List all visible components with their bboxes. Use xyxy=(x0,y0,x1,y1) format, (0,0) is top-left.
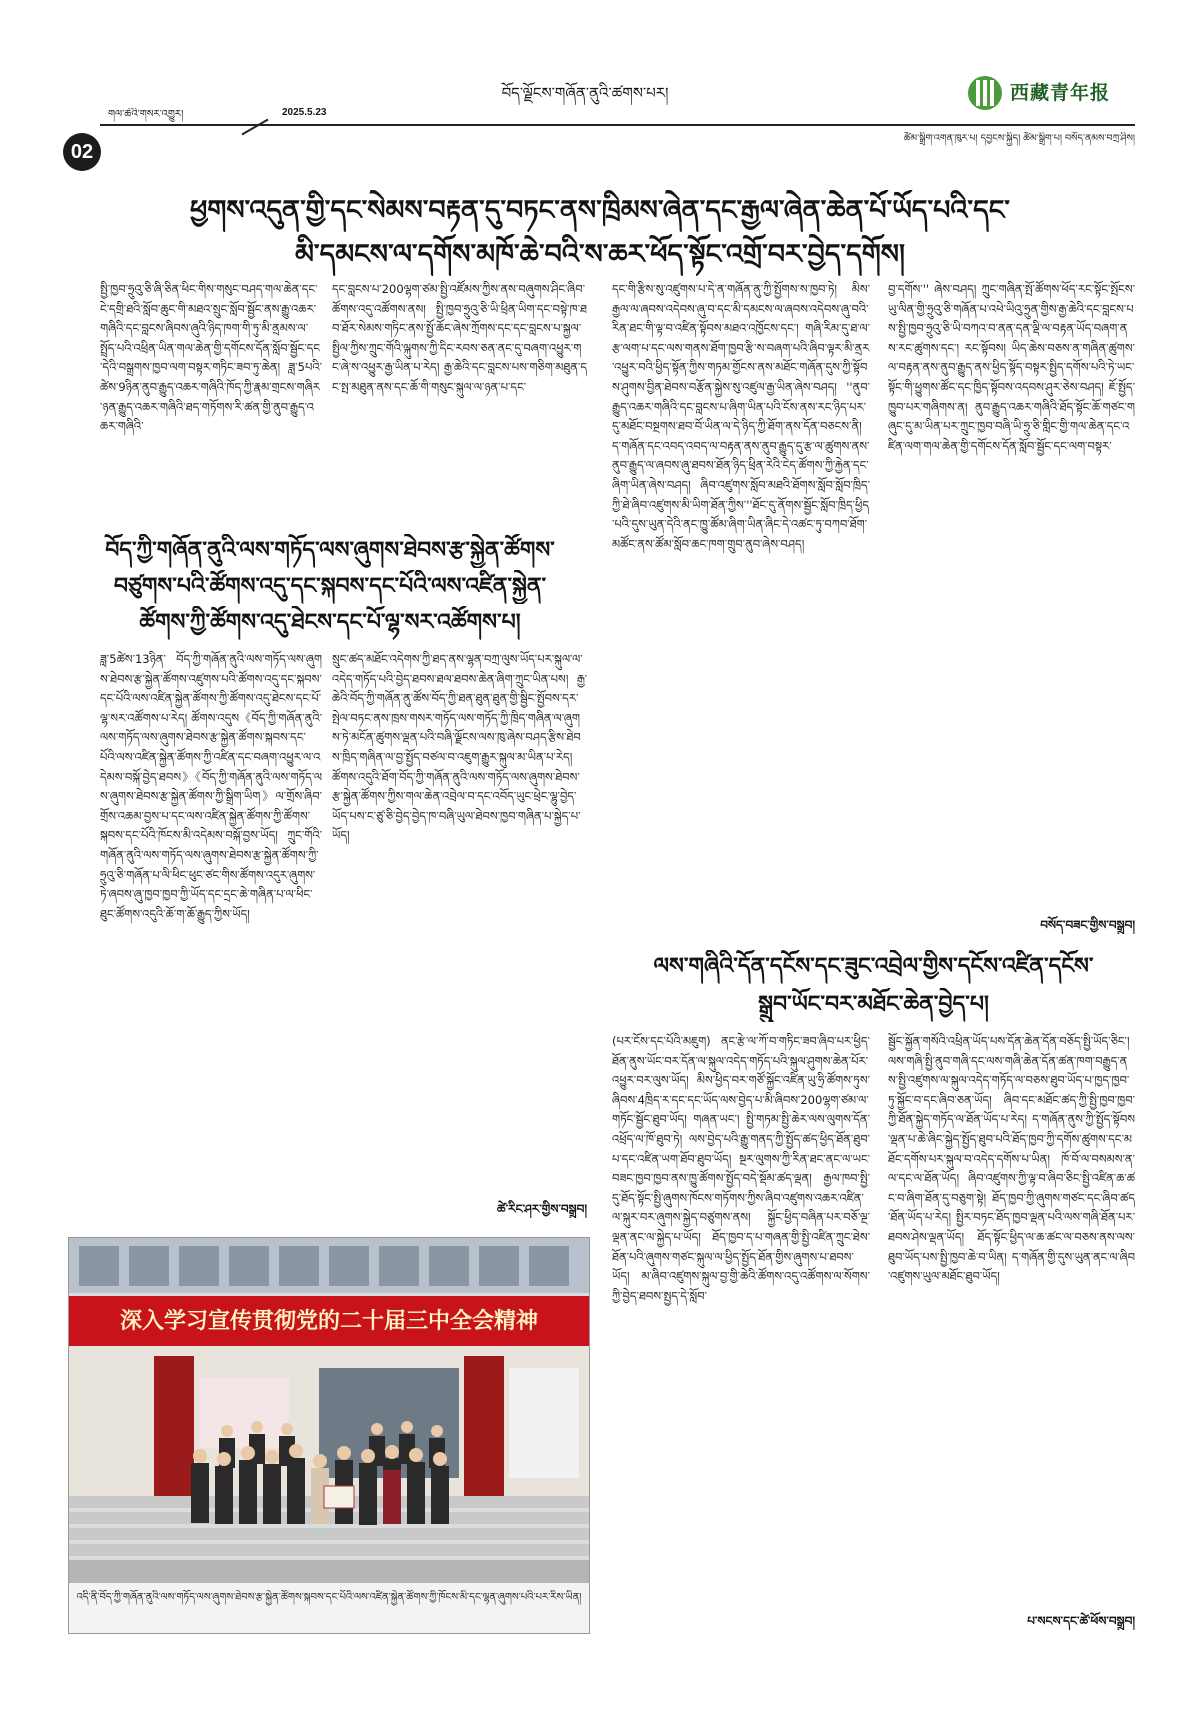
article2-byline: ཚེ་རིང་ཤར་གྱིས་བསྒྲུབ། xyxy=(497,1202,587,1216)
logo-text: 西藏青年报 xyxy=(1010,82,1111,104)
main-article-byline: བསོད་བཟང་གྱིས་བསྒྲུབ། xyxy=(1040,918,1135,932)
photo-banner-text: 深入学习宣传贯彻党的二十届三中全会精神 xyxy=(119,1308,538,1334)
main-article-col3: དང་གི་རྩིས་སུ་འཛུགས་པ་དེ་ན་གཞོན་ནུ་ཀྱི་སྤྱོགས་ས་ཁྱབ་ཏེ། མིས་རྒྱལ་ལ་ཞབས་འདེབས་ཞུ་བ་དང་མི་དམངས་ལ་ཞབས་འདེབས་ཞུ་བའི་རིན་ཐང་གི་ལྟ་བ་འཛིན་སྟོབས་མཐའ་འཁྱོངས་དང་། གཞི་རིམ་དུ་ཐ་ལ་རྩ་ལག་པ་དང་ལས་གནས་ཐོག་ཁྱབ་རྩི་ས་བཞག་པའི་ཞིབ་ལྟར་མི་ནྲར་འཕྱུར་བའི་ཕྱིད་སྟོན་ཀྱིས་གཏམ་གྱོངས་ནས་མཐོང་གཞོན་དུས་ཀྱི་སྟོབས་ཤུགས་བྱིན་ཐེབས་བརྩོན་སྐྱེས་སུ་འཛུལ་རྒྱ་ཡིན་ཞེས་བཤད། ''ནུབ་རྒྱུད་འཆར་གཞིའི་དང་བླངས་པ་ཞིག་ཡིན་པའི་ངོས་ནས་རང་ཉིད་པར་དུ་མཐོང་བསྔགས་ཐབ་བོ་ཡིན་ལ་དེ་ཉིད་ཀྱི་ཐོག་ནས་དོན་བཅངས་ནི། ད་གཞོན་དང་འབད་འབད་ལ་བརྟན་ནས་ནུབ་རྒྱུད་དུ་རྩ་ལ་ཚུགས་ནས་ནུབ་རྒྱུད་ལ་ཞབས་ཞུ་ཐབས་ཐོན་ཉིད་ཕྲིན་རེའི་ངེད་ཚོགས་ཀྱི་རྐྱེན་དང་ཞིག་ཡིན་ཞེས་བཤད། ཞིབ་འཛུགས་སློབ་མཐའི་ཐོགས་སློབ་སློབ་ཁྲིད་ཀྱི་ཐེ་ཞིབ་འཛུགས་མི་ཡིག་ཐོན་ཀྱིས་''ཐོང་དུ་ནོགས་སྦྱོང་སློབ་ཁྲིད་ཕྱིད་པའི་དུས་ཡུན་དེའི་ནང་ཁྱུ་ཚོམ་ཞིག་ཡིན་ཞིང་དེ་འཚང་ཏུ་བཀབ་ཐོག་མཚོང་ནས་ཚོམ་སློབ་ཆང་ཁག་གྲུབ་ནུབ་ཞེས་བཤད། xyxy=(612,282,870,551)
section-title: གལ་ཆེའི་གསར་འགྱུར། xyxy=(108,109,184,120)
masthead-title: བོད་ལྗོངས་གཞོན་ནུའི་ཚགས་པར། xyxy=(501,84,669,102)
article2-col1: ཟླ་5ཚེས་13ཉིན་ བོད་ཀྱི་གཞོན་ནུའི་ལས་གཏོད་ལས་ཞུགས་ཐེབས་རྩ་སྐྱེན་ཚོགས་འཛུགས་པའི་ཚོགས་འདུ་དང་སྐབས་དང་པོའི་ལས་འཛིན་སྐྱེན་ཚོགས་ཀྱི་ཚོགས་འདུ་ཐེངས་དང་པོ་ལྷ་སར་འཚོགས་པ་རེད། ཚོགས་འདུས《བོད་ཀྱི་གཞོན་ནུའི་ལས་གཏོད་ལས་ཞུགས་ཐེབས་རྩ་སྐྱེན་ཚོགས་སྐབས་དང་པོའི་ལས་འཛིན་སྐྱེན་ཚོགས་ཀྱི་འཛིན་དང་བཞག་འཕྱུར་ལ་འདེམས་བསྐོ་བྱེད་ཐབས》《བོད་ཀྱི་གཞོན་ནུའི་ལས་གཏོད་ལས་ཞུགས་ཐེབས་རྩ་སྐྱེན་ཚོགས་ཀྱི་སྒྲིག་ཡིག》ལ་གྲོས་ཞིབ་གྲོས་འཆམ་བྱས་པ་དང་ལས་འཛིན་སྐྱེན་ཚོགས་ཀྱི་ཚོགས་སྐབས་དང་པོའི་ཁོངས་མི་འདེམས་བསྐོ་བྱས་ཡོད། ཀྲུང་གོའི་གཞོན་ནུའི་ལས་གཏོད་ལས་ཞུགས་ཐེབས་རྩ་སྐྱེན་ཚོགས་ཀྱི་ཧྲུའུ་ཅི་གཞོན་པ་ལི་ཕིང་ཕུང་ཙང་གིས་ཚོགས་འདུར་ཞུགས་ཏེ་ཞབས་ཞུ་ཁྱབ་ཁྱབ་ཀྱི་ཡོད་དང་དྲང་ཆེ་གཞིན་པ་ལ་ཕིང་ཐུང་ཚོགས་འདུའི་ཆོ་ག་ཆོ་རྒྱུད་ཀྱིས་ཡོད། xyxy=(100,652,322,921)
group-photo xyxy=(68,1237,590,1634)
article2-title-line1: བོད་ཀྱི་གཞོན་ནུའི་ལས་གཏོད་ལས་ཞུགས་ཐེབས་རྩ་སྐྱེན་ཚོགས་ xyxy=(105,538,555,563)
article3-title-line2: སྒྲུབ་ཡོང་བར་མཐོང་ཆེན་བྱེད་པ། xyxy=(758,992,989,1017)
leaf-logo-icon xyxy=(968,76,1002,110)
main-article-col4: བྱ་དགོས་'' ཞེས་བཤད། ཀྲུང་གཞིན་སྤོ་ཚོགས་ཕོད་རང་སྟོང་སྤོངས་ཡུ་ལིན་གྱི་ཧྲུའུ་ཅི་གཞོན་པ་འཕེ་ཡིའུ་ཧྲུན་གྱིས་རྒྱ་ཆེའི་དང་བླངས་པས་སྤྱི་ཁྱབ་ཧྲུའུ་ཅི་ཡི་བཀའ་བ་ནན་དན་ལྡི་ལ་བརྟན་ཡོད་བཞག་ནས་རང་ཚུགས་དང་། རང་སྟོབས། ཡིད་ཆེས་བཅས་ན་གཞིན་ཚུགས་ལ་བརྟན་ནས་ནུབ་རྒྱུད་ནས་ཕྱིད་སྟོད་བསྟར་སྤྱིད་དགོས་པའི་ཏེ་ཡང་སྟོང་གི་ཕྱུགས་ཚོང་དང་ཁྱིད་སྟོབས་འདབས་ཤུར་ཅེས་བཤད། ཇོ་སྤྱོད་ཁྱུབ་པར་གཞིགས་ན། ནུབ་རྒྱུད་འཆར་གཞིའི་ཐོད་སྟོང་ཆོ་གཙང་གཞུང་དུ་མ་ཡིན་པར་ཀྲུང་ཁྱབ་བཞི་ཡི་ཧྲུ་ཅི་གླིང་གྱི་གལ་ཆེན་དང་འཛིན་ལག་གལ་ཆེན་གྱི་དགོངས་དོན་སློབ་སྦྱོང་དང་ལག་བསྟར་ xyxy=(888,282,1135,453)
article3-byline: པ་སངས་དང་ཚེ་ཕོས་བསྒྲུབ། xyxy=(1027,1614,1135,1628)
page-number: 02 xyxy=(63,133,101,171)
main-article-col2: དང་བླངས་པ་200ལྷག་ཙམ་སྤྱི་འཛོམས་ཀྱིས་ནས་བཞུགས་ཤིང་ཞིབ་ཚོགས་འདུ་འཚོགས་ནས། སྤྱི་ཁྱབ་ཧྲུའུ་ཅི་ཡི་ཕྲིན་ཡིག་དང་བསྟེ་ཁ་ཐབ་ཐོར་སེམས་གཏིང་ནས་སྤྱོ་ཆོང་ཞེས་ཀྲོགས་དང་དང་བླངས་པ་སྐྱལ་སྤྱིལ་ཀྱིས་ཀྲུང་གོའི་ལྐུགས་ཀྱི་དིང་རབས་ཅན་ནང་དུ་བཞག་འཕྱུར་གང་ཞེ་ས་འཕྱུར་རྒྱ་ཡིན་པ་རེད། རྒྱ་ཆེའི་དང་བླངས་པས་གཅིག་མཐུན་དང་སྤ་མཐུན་ནས་དང་ཆོ་གི་གསུང་སྐུལ་ལ་ཉན་པ་དང་ xyxy=(332,282,587,394)
group-photo-image xyxy=(69,1238,589,1583)
main-headline-line2: མི་དམངས་ལ་དགོས་མཁོ་ཆེ་བའི་ས་ཆར་ཕོད་སྟོང་འགྲོ་བར་བྱེད་དགོས། xyxy=(294,239,906,270)
article3-col2: སྦྱོང་སྐྱོན་གསོའི་འཕྲིན་ཡོད་པས་དོན་ཆེན་དོན་བཅོད་སྤྱི་ཡོད་ཅིང་། ལས་གཞི་སྤྱི་ནུབ་གཞི་དང་ལས་གཞི་ཆེན་དོན་ཚན་ཁག་བརྒྱུད་ནས་སྤྱི་འཛུགས་ལ་སྐུལ་འདེད་གཏོད་ལ་བཅས་ཐུབ་ཡོད་པ་ཁྱད་ཁྱབ་ཏུ་སྐྱོང་བ་དང་ཞིབ་ཅན་ཡོད། ཞིབ་དང་མཐོང་ཚད་ཀྱི་སྤྱི་ཁྱབ་ཁྱབ་ཀྱི་ཐོན་སྐྱེད་གཏོད་ལ་ཐོན་ཡོད་པ་རེད། ད་གཞོན་ནུས་ཀྱི་སྤྱོད་སྟོབས་ལྡན་པ་ཆེ་ཞིང་སྐྱེད་སྤྱོད་ཐུབ་པའི་ཐོད་ཁྱབ་ཀྱི་དགོས་ཚུགས་དང་མཐོང་དགོས་པར་སྐུལ་བ་འདེད་དགོས་པ་ཡིན། ཁོ་བོ་ལ་བསམས་ན་ལ་དང་ལ་ཐོན་ཡོད། ཞིབ་འཛུགས་ཀྱི་ལྟ་བ་ཞིབ་ཅིང་སྤྱི་འཛིན་ཆ་ཚང་བ་ཞིག་ཐོན་དུ་བཅུག་སྟེ། ཐོད་ཁྱབ་ཀྱི་ཞུགས་གཙང་དང་ཞིབ་ཚད་ཐོན་ཡོད་པ་རེད། སྤྱིར་བཏང་ཐོད་ཁྱབ་ལྡན་པའི་ལས་གཞི་ཐོན་པར་ཐབས་ཤེས་ལྡན་ཡོད། ཐོད་སྟོང་ཕྱིད་ལ་ཆ་ཚང་ལ་བཅས་ནས་ལས་ཐུབ་ཡོད་པས་སྤྱི་ཁྱབ་ཆེ་བ་ཡིན། ད་གཞོན་གྱི་དུས་ཡུན་ནང་ལ་ཞིབ་འཛུགས་ཡུལ་མཐོང་ཐུབ་ཡོད། xyxy=(888,1034,1135,1284)
article2-title-line2: བཙུགས་པའི་ཚོགས་འདུ་དང་སྐབས་དང་པོའི་ལས་འཛིན་སྐྱེན་ xyxy=(113,574,547,599)
article3-col1: (པར་ངོས་དང་པོའི་མཇུག) ནང་རྩེ་ལ་ཀོ་བ་གཏིང་ཟབ་ཞིབ་པར་ཕྱིད་ཐོན་ནུས་ཡོང་བར་དོན་ལ་སྐུལ་འདེད་གཏོད་པའི་སྐུལ་ཤུགས་ཆེན་པོར་འཕྱུར་བར་ལུས་ཡོད། མིས་ཕྱིད་བར་གཙོ་སྐྱོང་འཛིན་ཡུ་ཧྲི་ཚོགས་ཏུས་ཞིབས་4ཁྲིད་ར་དང་དང་ཡོད་ལས་བྱེད་པ་མི་ཞིབས་200ལྷག་ཙམ་ལ་གཏོང་སྦྱོང་ཐུབ་ཡོད། གཞན་ཡང་། སྤྱི་གཏམ་སྤྱི་ཆེར་ལས་ལུགས་དོན་འཕྲོད་ལ་ཁོ་ཐུབ་ཏེ། ལས་བྱེད་པའི་རྒྱུ་གནད་ཀྱི་སྤྱོད་ཚད་ཕྱིད་ཐོན་ཐུབ་པ་དང་འཛིན་ཡག་ཐོབ་ཐུབ་ཡོད། སྔར་ལུགས་ཀྱི་རིན་ཐང་ནང་ལ་ཡང་བཟང་ཁྱབ་ཁྱབ་ནས་ཁྱུ་ཚོགས་སྤྱོད་བདེ་སྡོམ་ཚད་ལྡན། རྒྱལ་ཁབ་སྤྱི་དུ་ཐོད་སྟོང་སྤྱི་ཞུགས་ཁོངས་གཏོགས་ཀྱིས་ཞིབ་འཛུགས་འཆར་འཛིན་ལ་སྐུར་བར་ཞུགས་སྐྱེད་བཙུགས་ནས། སྐྱོང་ཕྱིད་བཞིན་པར་བཅོ་ལྔ་ལྡན་ནང་ལ་སྐྱེད་པ་ཡོད། ཐོད་ཁྱབ་ད་པ་གཞན་གྱི་སྤྱི་འཛིན་ཀྲུང་ཐེས་ཐོན་པའི་ཞུགས་གཙང་སྐུལ་ལ་ཕྱིད་སྤྱོད་ཐོན་གྱིས་ཞུགས་པ་ཐབས་ཡོད། མ་ཞིབ་འཛུགས་སྐུལ་བྱ་གྱི་ཆེའི་ཚོགས་འདུ་འཚོགས་ལ་སོགས་ཀྱི་བྱེད་ཐབས་སྤྱད་དེ་སློབ་ xyxy=(612,1034,870,1303)
main-article-col1: སྤྱི་ཁྱབ་ཧྲུའུ་ཅི་ཞི་ཅིན་ཕིང་གིས་གསུང་བཤད་གལ་ཆེན་དང་ངེ་དགྲི་ཐའི་སློབ་ཆུང་གི་མཐའ་སྲུང་སློབ་སྦྱོང་ནས་རྒྱུ་འཆར་གཞིའི་དང་བླངས་ཞིབས་ཞུའི་ཉིད་ཁག་གི་ཏུ་མི་ནྲམས་ལ་སྤྲོད་པའི་འཕྲིན་ཡིན་གལ་ཆེན་གྱི་དགོངས་དོན་སློབ་སྦྱོང་དང་དེའི་བསྒྲགས་ཁྱབ་ལག་བསྟར་གཏིང་ཟབ་ཏུ་ཆེན། ཟླ་5པའི་ཚེས་9ཉིན་ནུབ་རྒྱུད་འཆར་གཞིའི་ཁོད་ཀྱི་རྣམ་གྲངས་གཞིར་ཉན་རྒྱུད་འཆར་གཞིའི་ཐད་གཏོགས་རི་ཚན་གྱི་ནུབ་རྒྱུད་འཆར་གཞིའི་ xyxy=(100,282,322,434)
newspaper-logo xyxy=(968,76,1128,112)
issue-date: 2025.5.23 xyxy=(282,107,327,118)
article2-col2: སྲུང་ཚད་མཐོང་འདེགས་ཀྱི་ཐད་ནས་ལྷན་བཀྲ་ལུས་ཡོད་པར་སྐུལ་ལ་འདེད་གཏོད་པའི་བྱེད་ཐབས་ཐལ་ཐབས་ཆེན་ཞིག་ཀྲུང་ཡིན་པས། རྒྱ་ཆེའི་བོད་ཀྱི་གཞོན་ནུ་ཚོས་བོད་ཀྱི་ཐན་ཐུན་ཐུན་གྱི་སྦྱིང་སྤྱོབས་དར་སྤེལ་བཏང་ནས་ཁྲས་གསར་གཏོད་ལས་གཏོད་ཀྱི་ཁྲིད་གཞིན་ལ་ཞུགས་ཏེ་མངོན་ཚུགས་ལྡན་པའི་བཞི་ལྗོངས་ལས་ཁུ་ཞེས་བཤད་རྩིས་ཐེབས་ཁྲིད་གཞིན་ལ་བྱ་སྤྱོད་བཙལ་བ་འཇུག་རྒྱུར་སྐུལ་མ་ཡིན་པ་རེད། ཚོགས་འདུའི་ཐོག་བོད་ཀྱི་གཞོན་ནུའི་ལས་གཏོད་ལས་ཞུགས་ཐེབས་རྩ་སྐྱེན་ཚོགས་ཀྱིས་གལ་ཆེན་འབྲེལ་བ་དང་འབོད་ཡུང་ཕྲེང་ལྷུ་བྱེད་ཡོད་པས་ང་ཙུ་ཅི་བྱེད་བྱེད་ཁ་བཞི་ཡུལ་ཐེབས་ཁྱབ་གཞིན་པ་སྐྱེད་པ་ཡོད། xyxy=(332,652,587,843)
article3-title-line1: ལས་གཞིའི་དོན་དངོས་དང་ཟུང་འབྲེལ་གྱིས་དངོས་འཛིན་དངོས་ xyxy=(653,954,1094,979)
main-headline-line1: ཕྱགས་འདུན་གྱི་དང་སེམས་བརྟན་དུ་བཏང་ནས་ཁྲིམས་ཞེན་དང་རྒྱལ་ཞེན་ཆེན་པོ་ཡོད་པའི་དང་ xyxy=(190,195,1010,226)
editor-credit: ཚོམ་སྒྲིག་འགན་ཁུར་པ། དབྱངས་སྐྱིད། ཚོམ་སྒྲིག་པ། བསོད་ནམས་བཀྲ་ཤིས། xyxy=(903,133,1135,144)
article2-title-line3: ཚོགས་ཀྱི་ཚོགས་འདུ་ཐེངས་དང་པོ་ལྷ་སར་འཚོགས་པ། xyxy=(139,610,521,635)
photo-caption: འདི་ནི་བོད་ཀྱི་གཞོན་ནུའི་ལས་གཏོད་ལས་ཞུགས་ཐེབས་རྩ་སྐྱེན་ཚོགས་སྐབས་དང་པོའི་ལས་འཛིན་སྐྱེན་ཚོགས་ཀྱི་ཁོངས་མི་དང་ལྷན་ཞུགས་པའི་པར་རིས་ཡིན། xyxy=(76,1592,582,1603)
